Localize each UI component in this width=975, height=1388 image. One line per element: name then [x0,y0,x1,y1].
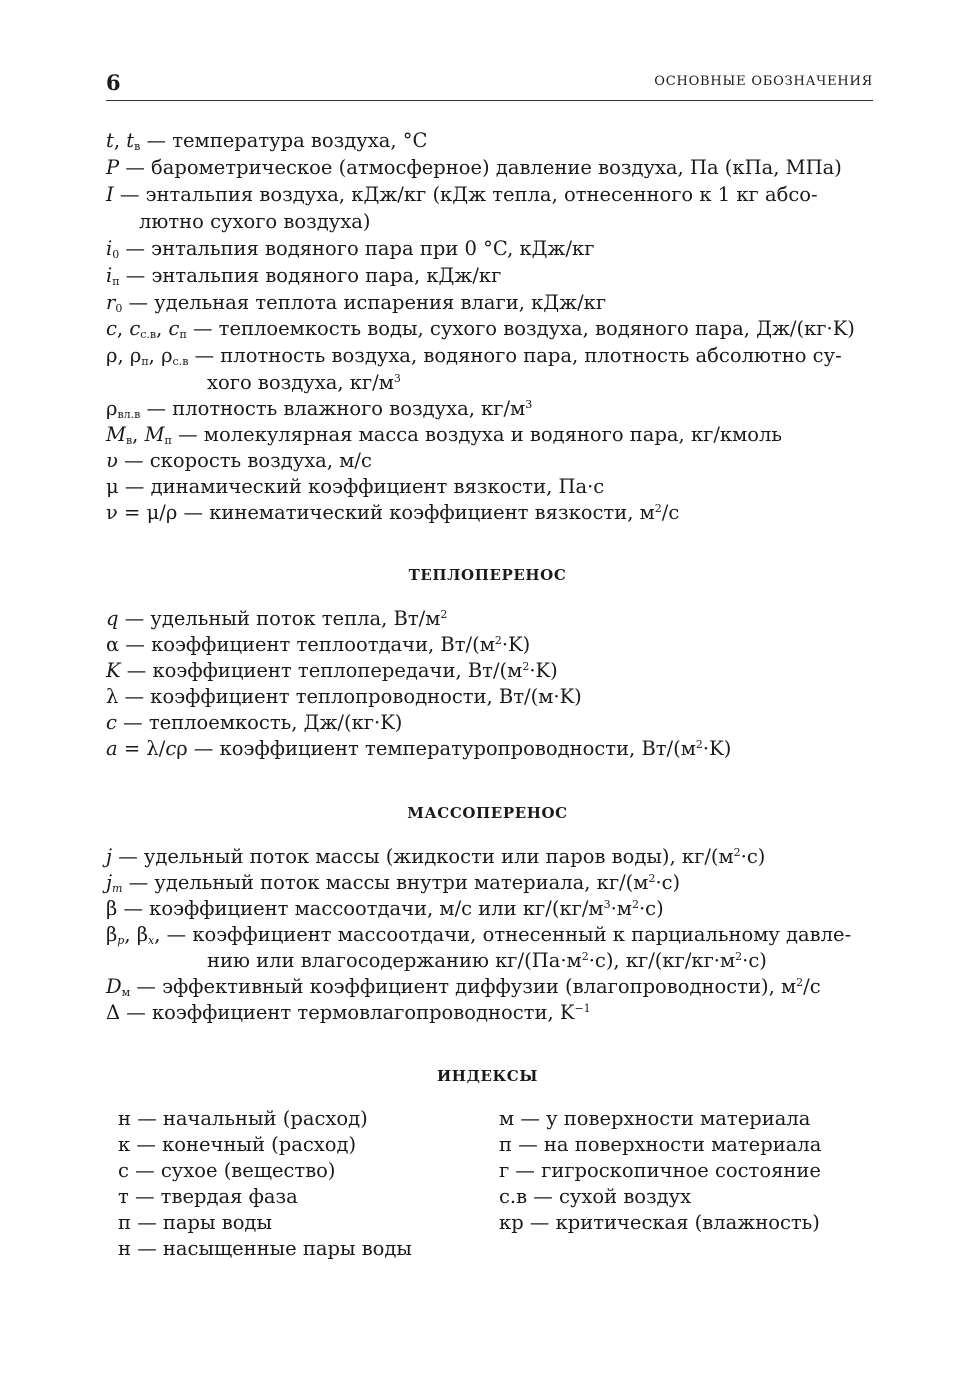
heading-indexes: ИНДЕКСЫ [437,1067,538,1085]
symbol-line-P: P — барометрическое (атмосферное) давление воздуха, Па (кПа, МПа) [106,156,842,179]
symbol-line-q: q — удельный поток тепла, $Вт/м^2$ [106,607,448,630]
symbol-line-rho: ρ, $\rho_п$, $\rho_{с.в}$ — плотность воздуха, водяного пара, плотность абсолютно су- [106,344,842,368]
symbol-line-D: $D_м$ — эффективный коэффициент диффузии (влагопроводности), $м^2/с$ [106,975,821,999]
index-left-item: с — сухое (вещество) [118,1159,336,1182]
page-number: 6 [106,70,121,95]
symbol-line-beta: β — коэффициент массоотдачи, м/с или $кг/(кг/м^3\cdot м^2\cdot с)$ [106,897,664,920]
symbol-line-mu: μ — динамический коэффициент вязкости, Па·с [106,475,605,498]
index-left-item: п — пары воды [118,1211,272,1234]
index-left-item: к — конечный (расход) [118,1133,357,1156]
symbol-line-rho-cont: хого воздуха, $кг/м^3$ [207,371,401,394]
symbol-line-a: a = λ/cρ — коэффициент температуропроводности, $Вт/(м^2\cdot K)$ [106,737,732,760]
symbol-line-nu: ν = μ/ρ — кинематический коэффициент вязкости, $м^2/с$ [106,501,680,524]
index-left-item: т — твердая фаза [118,1185,298,1208]
index-right-item: кр — критическая (влажность) [499,1211,820,1234]
symbol-line-beta-p: $\beta_p$, $\beta_x$, — коэффициент массоотдачи, отнесенный к парциальному давле- [106,923,852,947]
heading-mass-transfer: МАССОПЕРЕНОС [407,804,568,822]
symbol-line-lambda: λ — коэффициент теплопроводности, Вт/(м·K) [106,685,582,708]
symbol-line-jm: $j_m$ — удельный поток массы внутри материала, $кг/(м^2\cdot с)$ [106,871,681,895]
symbol-line-K: K — коэффициент теплопередачи, $Вт/(м^2\cdot K)$ [106,659,558,682]
index-left-item: н — насыщенные пары воды [118,1237,412,1260]
symbol-line-r0: $r_0$ — удельная теплота испарения влаги, кДж/кг [106,291,607,315]
symbol-line-v: υ — скорость воздуха, м/с [106,449,372,472]
chapter-title: ОСНОВНЫЕ ОБОЗНАЧЕНИЯ [654,74,873,89]
symbol-line-beta-p-cont: нию или влагосодержанию $кг/(Па\cdot м^2\cdot с)$, $кг/(кг/кг\cdot м^2\cdot с)$ [207,949,767,972]
index-right-item: п — на поверхности материала [499,1133,822,1156]
symbol-line-I: I — энтальпия воздуха, кДж/кг (кДж тепла, отнесенного к 1 кг абсо- [106,183,818,206]
symbol-line-c: c, $c_{с.в}$, $c_п$ — теплоемкость воды, сухого воздуха, водяного пара, Дж/(кг·K) [106,317,855,341]
symbol-line-ip: $i_п$ — энтальпия водяного пара, кДж/кг [106,264,502,288]
symbol-line-c-heat: c — теплоемкость, Дж/(кг·K) [106,711,403,734]
symbol-line-I-cont: лютно сухого воздуха) [139,210,371,233]
symbol-line-t: t, $t_в$ — температура воздуха, °C [106,129,428,153]
index-right-item: м — у поверхности материала [499,1107,811,1130]
symbol-line-i0: $i_0$ — энтальпия водяного пара при 0 °C, кДж/кг [106,237,595,261]
index-right-item: с.в — сухой воздух [499,1185,692,1208]
heading-heat-transfer: ТЕПЛОПЕРЕНОС [408,566,567,584]
index-right-item: г — гигроскопичное состояние [499,1159,821,1182]
symbol-line-alpha: α — коэффициент теплоотдачи, $Вт/(м^2\cdot K)$ [106,633,531,656]
symbol-line-Delta: Δ — коэффициент термовлагопроводности, $K^{-1}$ [106,1001,591,1024]
index-left-item: н — начальный (расход) [118,1107,368,1130]
running-header [106,68,873,101]
symbol-line-j: j — удельный поток массы (жидкости или паров воды), $кг/(м^2\cdot с)$ [106,845,766,868]
symbol-line-rho-vl: $\rho_{вл.в}$ — плотность влажного воздуха, $кг/м^3$ [106,397,533,421]
symbol-line-M: $M_в$, $M_п$ — молекулярная масса воздуха и водяного пара, кг/кмоль [106,423,783,447]
